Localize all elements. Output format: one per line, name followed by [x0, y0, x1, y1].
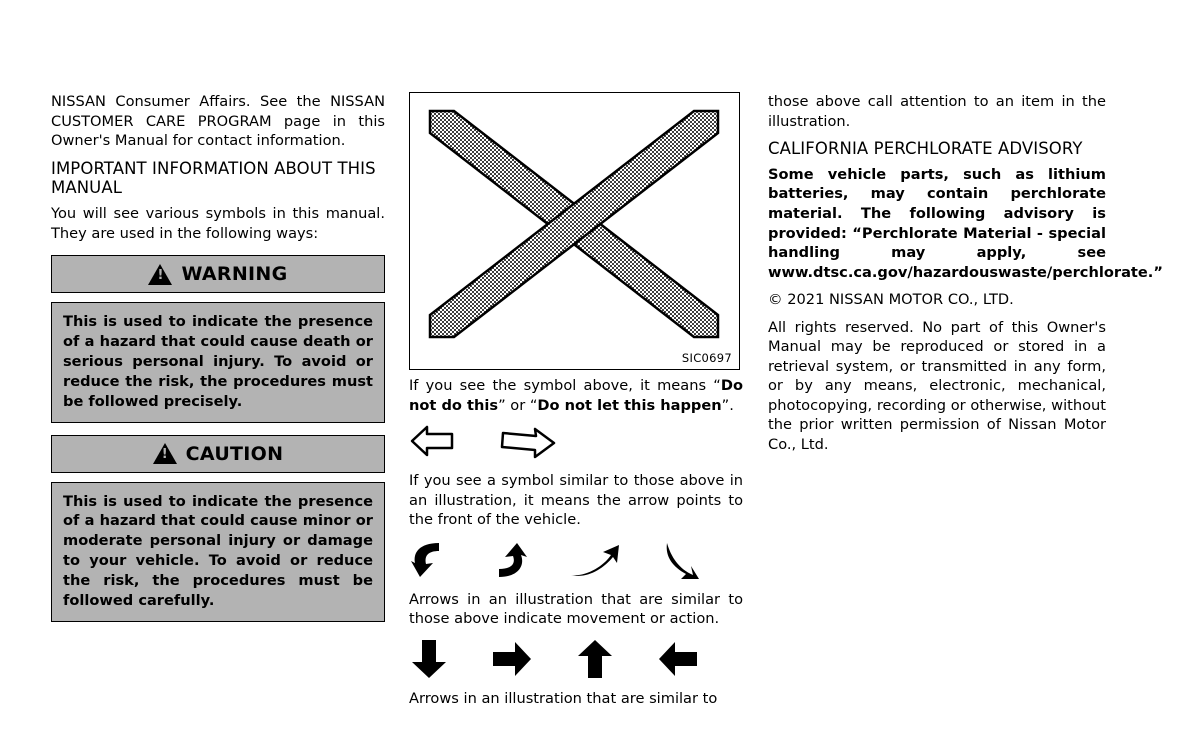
warning-triangle-icon	[153, 443, 177, 464]
caption-x-part2: ” or “	[498, 396, 538, 414]
do-not-do-this-x-symbol	[410, 93, 739, 369]
symbols-paragraph: You will see various symbols in this manual. They are used in the following ways:	[51, 205, 385, 242]
caution-label: CAUTION	[185, 442, 284, 465]
outline-arrow-row	[409, 419, 743, 463]
bent-arrow-down-right-icon	[661, 539, 701, 581]
curved-arrow-up-left-icon	[489, 539, 529, 581]
caution-notice	[51, 435, 385, 622]
caution-body	[51, 482, 385, 622]
bent-arrow-right-icon	[569, 539, 621, 581]
outline-arrow-left-icon	[409, 423, 455, 459]
caption-outline-arrows: If you see a symbol similar to those above in an illustration, it means the arrow points to the front of the vehicle.	[409, 472, 743, 529]
warning-text: This is used to indicate the presence of a hazard that could cause death or serious personal injury. To avoid or reduce the risk, the procedures must be followed precisely.	[63, 313, 373, 410]
caption-solid-arrows: Arrows in an illustration that are similar to	[409, 689, 718, 707]
caption-x-part3: ”.	[721, 396, 734, 414]
rights-reserved-paragraph: All rights reserved. No part of this Owner's Manual may be reproduced or stored in a retrieval system, or transmitted in any form, or by any means, electronic, mechanical, photocopying, recording or otherwise, without the prior written permission of Nissan Motor Co., Ltd.	[768, 318, 1106, 453]
caption-x-part1: If you see the symbol above, it means “	[409, 377, 721, 394]
warning-label: WARNING	[181, 263, 288, 286]
solid-arrow-row	[409, 637, 743, 681]
copyright-line: © 2021 NISSAN MOTOR CO., LTD.	[768, 291, 1014, 309]
outline-arrow-right-icon	[499, 423, 557, 459]
caution-text: This is used to indicate the presence of a hazard that could cause minor or moderate personal injury or damage to your vehicle. To avoid or reduce the risk, the procedures must be followed carefully.	[63, 492, 373, 609]
caption-x-bold2: Do not let this happen	[537, 396, 722, 414]
continued-paragraph: those above call attention to an item in the illustration.	[768, 93, 1106, 130]
section-heading-perchlorate: CALIFORNIA PERCHLORATE ADVISORY	[768, 139, 1083, 159]
figure-do-not-do-this	[409, 92, 740, 370]
figure-code: SIC0697	[681, 351, 732, 365]
caution-title-bar	[51, 435, 385, 473]
intro-paragraph: NISSAN Consumer Affairs. See the NISSAN CUSTOMER CARE PROGRAM page in this Owner's Manual for contact information.	[51, 93, 385, 150]
x-symbol-svg	[410, 93, 738, 368]
caption-curved-arrows: Arrows in an illustration that are similar to those above indicate movement or action.	[409, 590, 743, 628]
warning-notice	[51, 255, 385, 422]
curved-arrow-row	[409, 538, 743, 582]
warning-title-bar	[51, 255, 385, 293]
perchlorate-advisory-paragraph: Some vehicle parts, such as lithium batteries, may contain perchlorate material. The following advisory is provided: “Perchlorate Material - special handling may apply, see www.dtsc.ca.gov/hazardouswaste/perchlorate.”	[768, 165, 1163, 281]
left-column	[51, 92, 385, 622]
middle-column	[409, 92, 743, 708]
solid-arrow-left-icon	[657, 638, 699, 680]
section-heading-important-information: IMPORTANT INFORMATION ABOUT THIS MANUAL	[51, 158, 376, 198]
solid-arrow-down-icon	[409, 638, 449, 680]
right-column	[768, 92, 1163, 455]
caption-x-bold1: Do not do this	[409, 377, 743, 414]
warning-body	[51, 302, 385, 422]
warning-triangle-icon	[148, 264, 172, 285]
solid-arrow-right-icon	[491, 638, 533, 680]
curved-arrow-down-right-icon	[409, 539, 449, 581]
caption-x-symbol	[409, 376, 743, 415]
solid-arrow-up-icon	[575, 638, 615, 680]
